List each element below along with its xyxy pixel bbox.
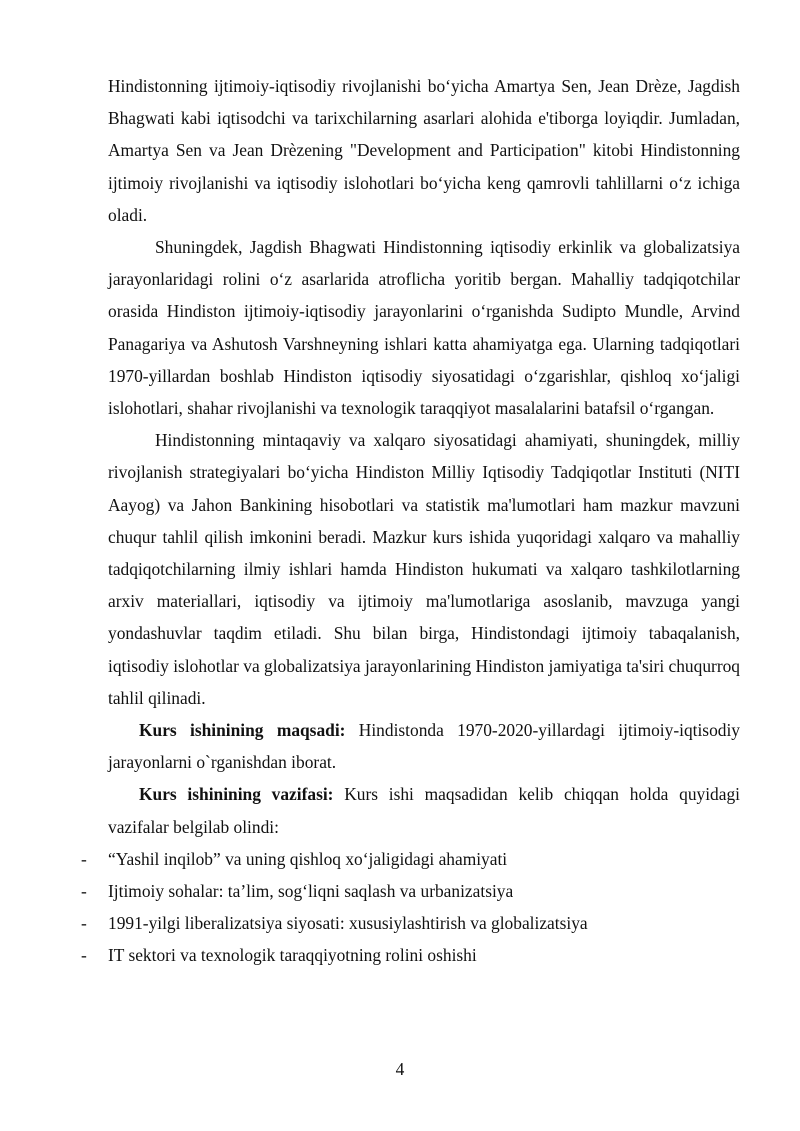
list-dash: - xyxy=(81,913,87,934)
list-item-text: Ijtimoiy sohalar: ta’lim, sog‘liqni saqlash va urbanizatsiya xyxy=(108,881,514,902)
list-dash: - xyxy=(81,881,87,902)
list-item xyxy=(81,843,740,875)
tasks-paragraph xyxy=(108,778,740,842)
paragraph-local-researchers: Shuningdek, Jagdish Bhagwati Hindistonning iqtisodiy erkinlik va globalizatsiya jarayonlaridagi rolini o‘z asarlarida atroflicha yoritib bergan. Mahalliy tadqiqotchilar orasida Hindiston ijtimoiy-iqtisodiy jarayonlarini o‘rganishda Sudipto Mundle, Arvind Panagariya va Ashutosh Varshneyning ishlari katta ahamiyatga ega. Ularning tadqiqotlari 1970-yillardan boshlab Hindiston iqtisodiy siyosatidagi o‘zgarishlar, qishloq xo‘jaligi islohotlari, shahar rivojlanishi va texnologik taraqqiyot masalalarini batafsil o‘rgangan. xyxy=(108,237,740,419)
page-body xyxy=(81,70,740,972)
list-item-text: “Yashil inqilob” va uning qishloq xo‘jaligidagi ahamiyati xyxy=(108,848,508,869)
list-item xyxy=(81,939,740,971)
tasks-label: Kurs ishinining vazifasi: xyxy=(139,784,334,805)
list-item-text: IT sektori va texnologik taraqqiyotning rolini oshishi xyxy=(108,945,477,966)
goal-label: Kurs ishinining maqsadi: xyxy=(139,720,346,741)
goal-text: Hindistonda 1970-2020-yillardagi ijtimoiy-iqtisodiy jarayonlarni o`rganishdan iborat. xyxy=(108,720,740,773)
list-item xyxy=(81,907,740,939)
list-item xyxy=(81,875,740,907)
tasks-text: Kurs ishi maqsadidan kelib chiqqan holda quyidagi vazifalar belgilab olindi: xyxy=(108,784,740,837)
task-list xyxy=(81,843,740,972)
page-number: 4 xyxy=(395,1059,405,1079)
list-item-text: 1991-yilgi liberalizatsiya siyosati: xususiylashtirish va globalizatsiya xyxy=(108,913,588,934)
paragraph-sources-intro: Hindistonning ijtimoiy-iqtisodiy rivojlanishi bo‘yicha Amartya Sen, Jean Drèze, Jagdish Bhagwati kabi iqtisodchi va tarixchilarning asarlari alohida e'tiborga loyiqdir. Jumladan, Amartya Sen va Jean Drèzening "Development and Participation" kitobi Hindistonning ijtimoiy rivojlanishi va iqtisodiy islohotlari bo‘yicha keng qamrovli tahlillarni o‘z ichiga oladi. xyxy=(108,76,740,225)
list-dash: - xyxy=(81,848,87,869)
paragraph-institutions: Hindistonning mintaqaviy va xalqaro siyosatidagi ahamiyati, shuningdek, milliy rivojlanish strategiyalari bo‘yicha Hindiston Milliy Iqtisodiy Tadqiqotlar Instituti (NITI Aayog) va Jahon Bankining hisobotlari va statistik ma'lumotlari ham mazkur mavzuni chuqur tahlil qilish imkonini beradi. Mazkur kurs ishida yuqoridagi xalqaro va mahalliy tadqiqotchilarning ilmiy ishlari hamda Hindiston hukumati va xalqaro tashkilotlarning arxiv materiallari, iqtisodiy va ijtimoiy ma'lumotlariga asoslanib, mavzuga yangi yondashuvlar taqdim etiladi. Shu bilan birga, Hindistondagi ijtimoiy tabaqalanish, iqtisodiy islohotlar va globalizatsiya jarayonlarining Hindiston jamiyatiga ta'siri chuqurroq tahlil qilinadi. xyxy=(108,430,740,708)
list-dash: - xyxy=(81,945,87,966)
goal-paragraph xyxy=(108,714,740,778)
